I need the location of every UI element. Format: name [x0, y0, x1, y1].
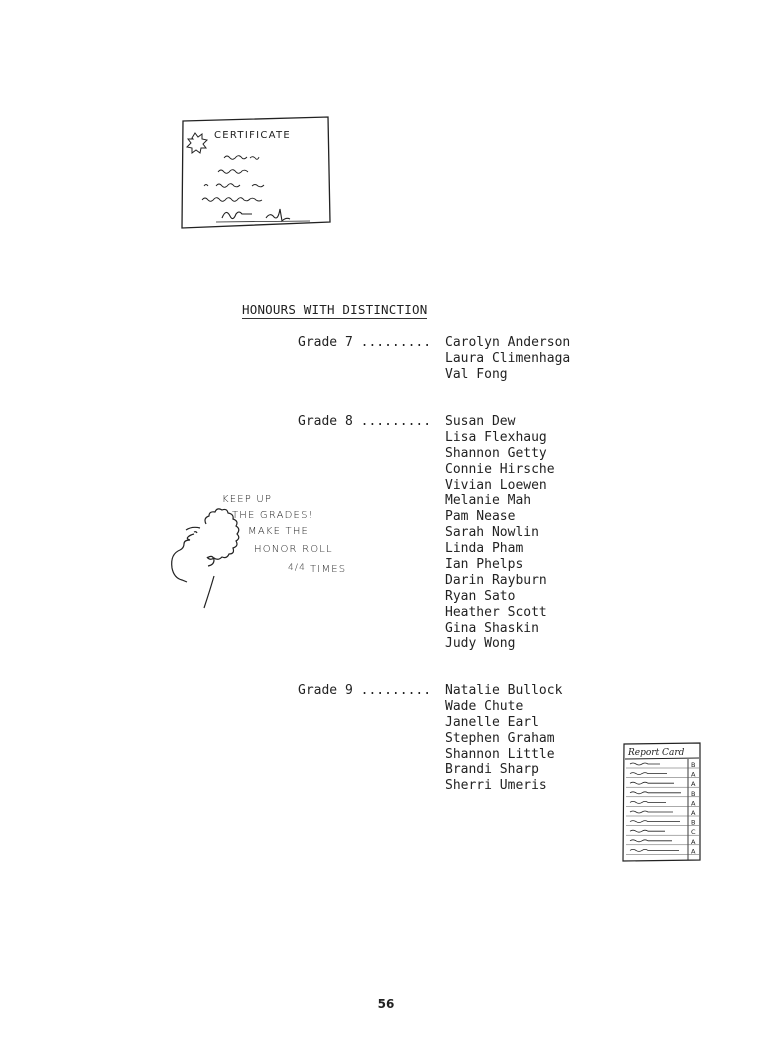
- student-name: Stephen Graham: [445, 730, 555, 746]
- student-name: Val Fong: [445, 366, 508, 382]
- grade-7-label: Grade 7 .........: [298, 335, 432, 350]
- report-grade-letter: A: [691, 837, 696, 846]
- student-name: Shannon Getty: [445, 445, 547, 461]
- honours-heading: HONOURS WITH DISTINCTION: [242, 302, 428, 317]
- student-name: Wade Chute: [445, 698, 524, 714]
- student-name: Shannon Little: [445, 746, 555, 762]
- student-name: Gina Shaskin: [445, 620, 539, 636]
- doodle-text-line: KEEP UP: [222, 494, 273, 505]
- student-name: Heather Scott: [445, 604, 547, 620]
- doodle-text-line: MAKE THE: [248, 526, 310, 537]
- report-subject-scribble: [630, 763, 660, 765]
- student-name: Pam Nease: [445, 509, 516, 525]
- student-name: Melanie Mah: [445, 493, 532, 509]
- report-subject-scribble: [630, 782, 674, 784]
- report-subject-scribble: [630, 830, 665, 832]
- student-name: Connie Hirsche: [445, 461, 555, 477]
- doodle-fraction: 4/4: [288, 563, 307, 573]
- student-name: Vivian Loewen: [445, 477, 547, 493]
- report-grade-letter: B: [691, 761, 696, 769]
- grade-7-names: [445, 335, 570, 383]
- grade-8-names: [445, 414, 555, 652]
- student-name: Linda Pham: [445, 541, 524, 557]
- student-name: Sarah Nowlin: [445, 525, 539, 541]
- certificate-title: CERTIFICATE: [214, 130, 292, 141]
- student-name: Janelle Earl: [445, 714, 539, 730]
- report-subject-scribble: [630, 801, 666, 803]
- report-subject-scribble: [630, 773, 667, 775]
- report-grade-letter: A: [691, 780, 696, 789]
- student-name: Judy Wong: [445, 636, 516, 652]
- student-name: Darin Rayburn: [445, 572, 547, 588]
- student-name: Ryan Sato: [445, 588, 516, 604]
- report-subject-scribble: [630, 792, 681, 794]
- student-name: Natalie Bullock: [445, 683, 563, 698]
- grade-9-names: [445, 683, 562, 794]
- doodle-text-line: TIMES: [310, 564, 347, 575]
- student-name: Carolyn Anderson: [445, 335, 571, 350]
- doodle-text-line: THE GRADES!: [232, 510, 314, 521]
- student-name: Laura Climenhaga: [445, 350, 571, 366]
- grade-8-label: Grade 8 .........: [298, 414, 432, 429]
- doodle-text-line: HONOR ROLL: [254, 544, 333, 555]
- student-name: Ian Phelps: [445, 557, 524, 573]
- report-grade-letter: A: [691, 809, 696, 817]
- report-subject-scribble: [630, 840, 672, 842]
- student-name: Susan Dew: [445, 414, 516, 429]
- student-name: Sherri Umeris: [445, 778, 547, 794]
- student-name: Brandi Sharp: [445, 762, 539, 778]
- report-card-title: Report Card: [628, 748, 685, 758]
- report-card-illustration: [620, 740, 702, 862]
- certificate-illustration: [180, 114, 332, 232]
- report-grade-letter: A: [691, 770, 696, 779]
- report-subject-scribble: [630, 811, 673, 813]
- report-grade-letter: C: [691, 828, 696, 837]
- page-number: 56: [377, 997, 395, 1011]
- report-grade-letter: B: [691, 789, 696, 798]
- report-grade-letter: A: [691, 847, 696, 856]
- student-name: Lisa Flexhaug: [445, 429, 547, 445]
- report-subject-scribble: [630, 821, 680, 823]
- report-subject-scribble: [630, 849, 679, 851]
- report-grade-letter: A: [691, 799, 696, 808]
- grade-9-label: Grade 9 .........: [298, 683, 432, 698]
- report-grade-letter: B: [691, 818, 696, 827]
